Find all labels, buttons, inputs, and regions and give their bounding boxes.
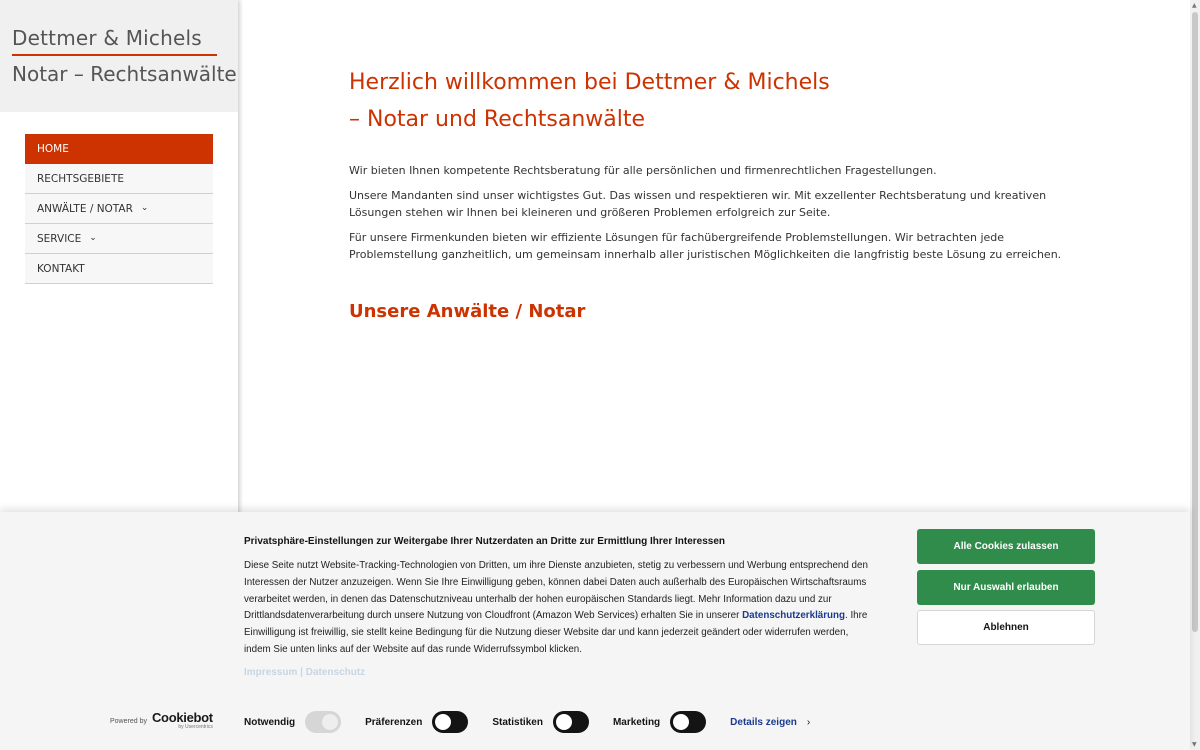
cookie-footer-links <box>244 667 365 678</box>
nav-item-label: HOME <box>37 142 69 155</box>
intro-paragraph: Für unsere Firmenkunden bieten wir effiziente Lösungen für fachübergreifende Problemstellungen. Wir betrachten jede Problemstellung ganzheitlich, um gemeinsam innerhalb aller juristischen Möglichkeiten die langfristig beste Lösung zu erreichen. <box>349 231 1062 261</box>
page-title-line1: Herzlich willkommen bei Dettmer & Michels <box>349 70 830 95</box>
intro-paragraph: Unsere Mandanten sind unser wichtigstes Gut. Das wissen und respektieren wir. Mit exzellenter Rechtsberatung und kreativen Lösungen stehen wir Ihnen bei kleineren und größeren Problemen erfolgreich zur Seite. <box>349 189 1047 219</box>
link-separator: | <box>297 667 306 678</box>
cookie-body-text: . Ihre Einwilligung ist freiwillig, sie stellt keine Bedingung für die Nutzung dieser Website dar und kann jederzeit geändert oder widerrufen werden, indem Sie unten links auf der Website auf das runde Widerrufssymbol klicken. <box>244 610 868 655</box>
intro-paragraph: Wir bieten Ihnen kompetente Rechtsberatung für alle persönlichen und firmenrechtlichen Fragestellungen. <box>349 164 937 177</box>
logo-line2: Notar – Rechtsanwälte <box>12 62 237 86</box>
marketing-toggle[interactable] <box>670 711 706 733</box>
chevron-down-icon: ⌄ <box>89 232 97 243</box>
page-scrollbar[interactable] <box>1190 0 1200 750</box>
toggle-knob <box>322 714 338 730</box>
allow-selection-button[interactable]: Nur Auswahl erlauben <box>917 570 1095 605</box>
nav-item-label: KONTAKT <box>37 262 85 275</box>
logo-line1: Dettmer & Michels <box>12 26 202 50</box>
consent-toggles <box>244 711 810 733</box>
necessary-toggle <box>305 711 341 733</box>
chevron-right-icon[interactable]: › <box>806 716 811 728</box>
toggle-knob <box>556 714 572 730</box>
cookie-consent-banner <box>0 512 1190 750</box>
toggle-label-preferences: Präferenzen <box>365 716 423 728</box>
cookie-body-text: Diese Seite nutzt Website-Tracking-Technologien von Dritten, um ihre Dienste anzubieten, stetig zu verbessern und Werbung entsprechend den Interessen der Nutzer anzuzeigen. Wenn Sie Ihre Einwilligung geben, können dabei Daten auch außerhalb des Europäischen Wirtschaftsraums verarbeitet werden, in denen das Datenschutzniveau unterhalb der hohen europäischen Standards liegt. Mehr Information dazu und zur Drittlandsdatenverarbeitung durch unsere Nutzung von Cloudfront (Amazon Web Services) erhalten Sie in unserer <box>244 560 868 622</box>
powered-by-label: Powered by <box>110 717 147 725</box>
decline-button[interactable]: Ablehnen <box>917 610 1095 645</box>
nav-item-label: RECHTSGEBIETE <box>37 172 124 185</box>
nav-item-kontakt[interactable] <box>25 254 213 284</box>
nav-item-label: ANWÄLTE / NOTAR <box>37 202 133 215</box>
scroll-down-arrow-icon[interactable]: ▼ <box>1192 741 1197 748</box>
nav-item-anwaelte-notar[interactable] <box>25 194 213 224</box>
datenschutz-link[interactable]: Datenschutz <box>305 667 366 678</box>
cookie-description <box>244 558 872 659</box>
scroll-up-arrow-icon[interactable]: ▲ <box>1192 2 1197 9</box>
chevron-down-icon: ⌄ <box>140 202 149 213</box>
cookiebot-logo <box>152 712 213 730</box>
intro-text <box>349 162 1089 263</box>
cookiebot-subline: by Usercentrics <box>178 724 213 730</box>
preferences-toggle[interactable] <box>432 711 468 733</box>
details-link[interactable]: Details zeigen <box>730 716 797 728</box>
statistics-toggle[interactable] <box>553 711 589 733</box>
toggle-label-statistics: Statistiken <box>492 716 543 728</box>
site-logo[interactable] <box>0 0 238 112</box>
nav-item-rechtsgebiete[interactable] <box>25 164 213 194</box>
nav-item-label: SERVICE <box>37 232 82 245</box>
cookiebot-wordmark: Cookiebot <box>151 710 213 725</box>
nav-item-home[interactable] <box>25 134 213 164</box>
section-heading: Unsere Anwälte / Notar <box>349 301 586 322</box>
toggle-knob <box>435 714 451 730</box>
scrollbar-thumb[interactable] <box>1192 12 1198 632</box>
nav-item-service[interactable] <box>25 224 213 254</box>
cookiebot-branding[interactable] <box>110 712 213 730</box>
impressum-link[interactable]: Impressum <box>244 667 298 678</box>
toggle-knob <box>673 714 689 730</box>
main-nav <box>25 134 213 284</box>
page-title-line2: – Notar und Rechtsanwälte <box>349 107 646 132</box>
logo-divider <box>12 54 217 56</box>
toggle-label-marketing: Marketing <box>612 716 661 728</box>
toggle-label-necessary: Notwendig <box>244 716 296 728</box>
cookie-title: Privatsphäre-Einstellungen zur Weitergabe Ihrer Nutzerdaten an Dritte zur Ermittlung Ihrer Interessen <box>244 536 726 547</box>
allow-all-cookies-button[interactable]: Alle Cookies zulassen <box>917 529 1095 564</box>
main-content <box>349 64 1089 322</box>
privacy-policy-link[interactable]: Datenschutzerklärung <box>742 610 846 622</box>
page-title <box>349 64 1089 138</box>
